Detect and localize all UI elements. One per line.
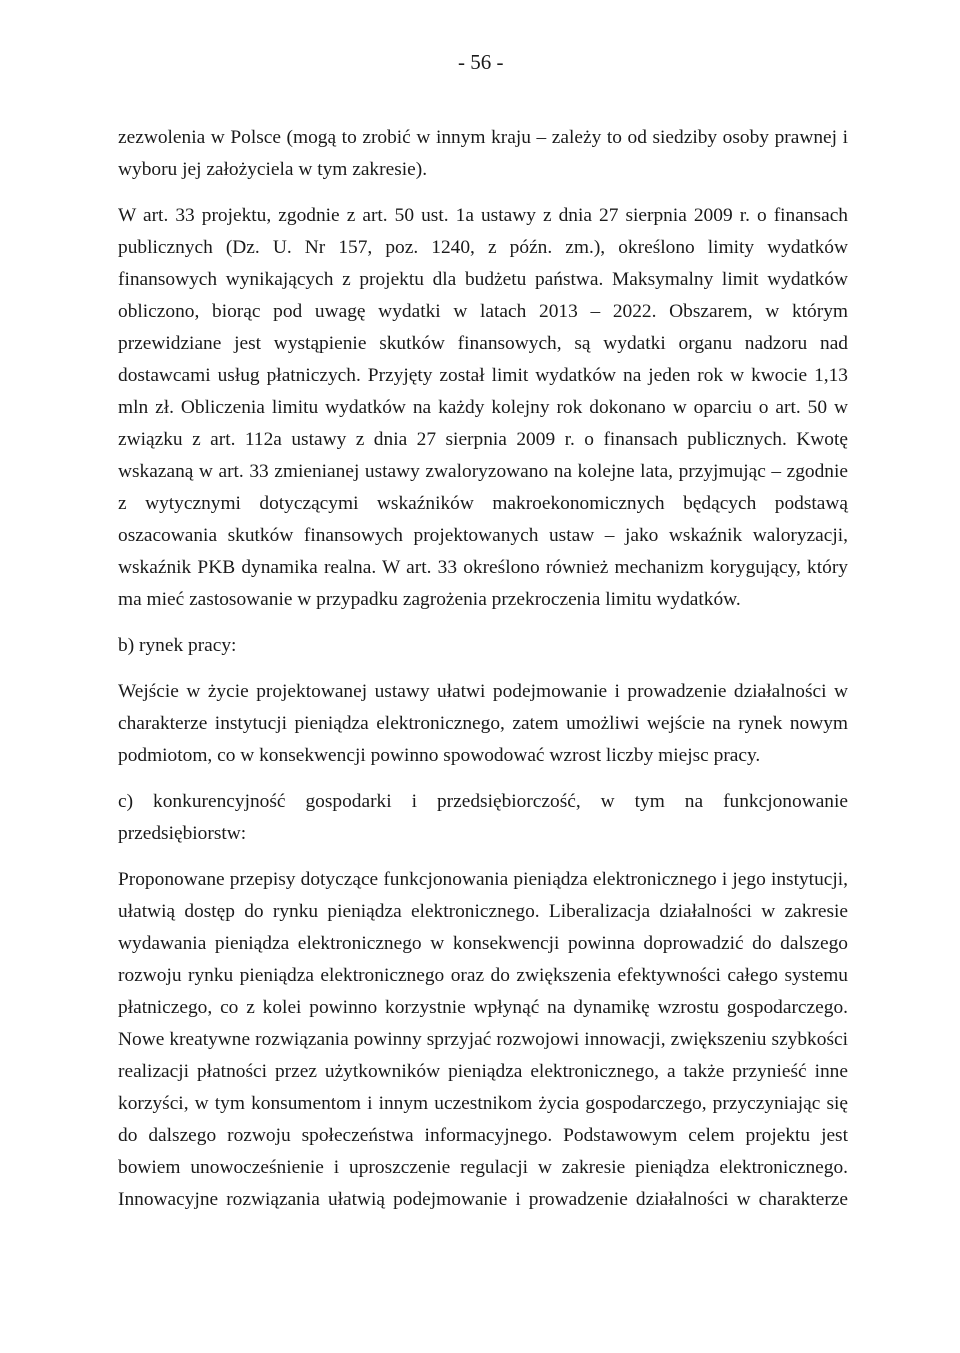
paragraph-expenditure-limit: W art. 33 projektu, zgodnie z art. 50 ust. 1a ustawy z dnia 27 sierpnia 2009 r. o finansach publicznych (Dz. U. Nr 157, poz. 1240, z późn. zm.), określono limity wydatków finansowych wynikających z projektu dla budżetu państwa. Maksymalny limit wydatków obliczono, biorąc pod uwagę wydatki w latach 2013 – 2022. Obszarem, w którym przewidziane jest wystąpienie skutków finansowych, są wydatki organu nadzoru nad dostawcami usług płatniczych. Przyjęty został limit wydatków na jeden rok w kwocie 1,13 mln zł. Obliczenia limitu wydatków na każdy kolejny rok dokonano w oparciu o art. 50 w związku z art. 112a ustawy z dnia 27 sierpnia 2009 r. o finansach publicznych. Kwotę wskazaną w art. 33 zmienianej ustawy zwaloryzowano na kolejne lata, przyjmując – zgodnie z wytycznymi dotyczącymi wskaźników makroekonomicznych będących podstawą oszacowania skutków finansowych projektowanych ustaw – jako wskaźnik waloryzacji, wskaźnik PKB dynamika realna. W art. 33 określono również mechanizm korygujący, który ma mieć zastosowanie w przypadku zagrożenia przekroczenia limitu wydatków. bbox=[118, 205, 848, 610]
paragraph-labor-market: Wejście w życie projektowanej ustawy ułatwi podejmowanie i prowadzenie działalności w charakterze instytucji pieniądza elektronicznego, zatem umożliwi wejście na rynek nowym podmiotom, co w konsekwencji powinno spowodować wzrost liczby miejsc pracy. bbox=[118, 681, 848, 766]
document-body bbox=[118, 122, 848, 1230]
section-competitiveness: c) konkurencyjność gospodarki i przedsiębiorczość, w tym na funkcjonowanie przedsiębiorstw: bbox=[118, 791, 848, 844]
section-labor-market: b) rynek pracy: bbox=[118, 635, 237, 656]
page-number: - 56 - bbox=[458, 50, 504, 74]
paragraph-competitiveness: Proponowane przepisy dotyczące funkcjonowania pieniądza elektronicznego i jego instytucji, ułatwią dostęp do rynku pieniądza elektronicznego. Liberalizacja działalności w zakresie wydawania pieniądza elektronicznego w konsekwencji powinna doprowadzić do dalszego rozwoju rynku pieniądza elektronicznego oraz do zwiększenia efektywności całego systemu płatniczego, co z kolei powinno korzystnie wpłynąć na dynamikę wzrostu gospodarczego. Nowe kreatywne rozwiązania powinny sprzyjać rozwojowi innowacji, zwiększeniu szybkości realizacji płatności przez użytkowników pieniądza elektronicznego, a także przynieść inne korzyści, w tym konsumentom i innym uczestnikom życia gospodarczego, przyczyniając się do dalszego rozwoju społeczeństwa informacyjnego. Podstawowym celem projektu jest bowiem unowocześnienie i uproszczenie regulacji w zakresie pieniądza elektronicznego. Innowacyjne rozwiązania ułatwią podejmowanie i prowadzenie działalności w charakterze bbox=[118, 869, 848, 1210]
paragraph-continuation: zezwolenia w Polsce (mogą to zrobić w innym kraju – zależy to od siedziby osoby prawnej i wyboru jej założyciela w tym zakresie). bbox=[118, 127, 848, 180]
